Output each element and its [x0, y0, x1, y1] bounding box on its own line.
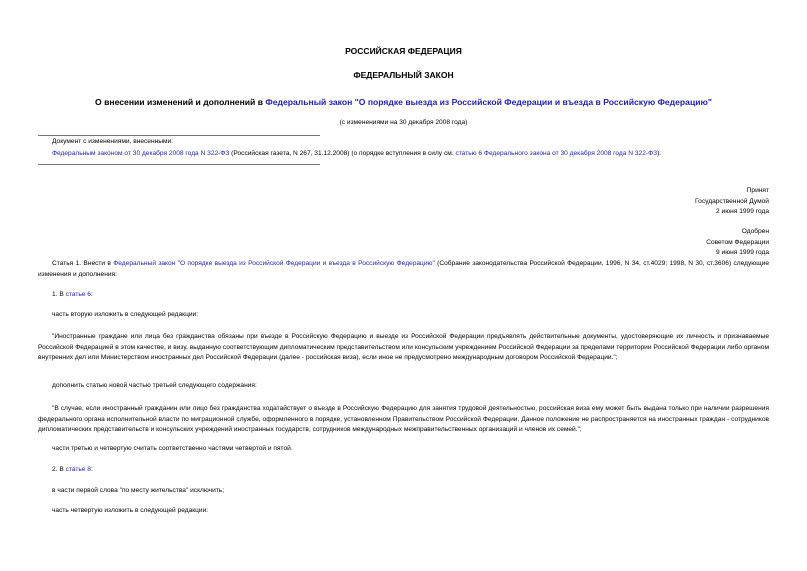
article6-link[interactable]: статью 6 Федерального закона от 30 декабря 2008 года N 322-ФЗ [455, 150, 658, 157]
adoption-council-block [706, 227, 769, 259]
item2-suffix: : [90, 466, 93, 473]
item1-suffix: : [90, 291, 93, 298]
duma-label: Государственной Думой [695, 197, 769, 205]
changes-top-rule [38, 135, 320, 136]
country-heading: РОССИЙСКАЯ ФЕДЕРАЦИЯ [345, 46, 462, 56]
changes-line [52, 150, 661, 157]
article1-prefix: Статья 1. Внести в [52, 260, 114, 267]
item1-prefix: 1. В [52, 291, 66, 298]
item-2-line [52, 466, 93, 473]
article1-law-link[interactable]: Федеральный закон "О порядке выезда из Российской Федерации и въезда в Российскую Федерацию" [113, 260, 435, 267]
council-date: 9 июня 1999 года [716, 249, 769, 256]
item-1-line [52, 291, 93, 298]
quote-1-paragraph: "Иностранные граждане или лица без гражданства обязаны при въезде в Российскую Федерацию и выезде из Российской Федерации предъявлять действительные документы, удостоверяющие их личность и признаваемые Российской Федерацией в этом качестве, и визу, выданную соответствующим дипломатическим представительством или консульским учреждением Российской Федерации за пределами территории Российской Федерации либо органом внутренних дел или Министерством иностранных дел Российской Федерации (далее - российская виза), если иное не предусмотрено международным договором Российской Федерации."; [38, 333, 769, 362]
article-1-paragraph [38, 259, 769, 280]
second-part-instruction: часть вторую изложить в следующей редакции: [52, 311, 199, 318]
changes-bottom-rule [38, 164, 320, 165]
add-third-part-instruction: дополнить статью новой частью третьей следующего содержания: [52, 382, 257, 389]
duma-date: 2 июня 1999 года [716, 208, 769, 215]
article1-suffix: (Собрание законодательства Российской Федерации, 1996, N 34, ст.4029; 1998, N 30, ст.3606) следующие изменения и дополнения: [38, 260, 769, 278]
amended-note: (с изменениями на 30 декабря 2008 года) [339, 119, 468, 126]
item1-article6-link[interactable]: статье 6 [65, 291, 91, 298]
changes-middle-text: (Российская газета, N 267, 31.12.2008) (о порядке вступления в силу см. [229, 150, 456, 157]
amending-law-link[interactable]: Федеральным законом от 30 декабря 2008 года N 322-ФЗ [52, 150, 230, 157]
first-part-instruction: в части первой слова "по месту жительства" исключить; [52, 487, 225, 494]
renumber-instruction: части третью и четвертую считать соответственно частями четвертой и пятой. [52, 445, 293, 452]
adoption-duma-block [695, 186, 769, 218]
accepted-label: Принят [746, 187, 769, 194]
fourth-part-instruction: часть четвертую изложить в следующей редакции: [52, 507, 209, 514]
title-prefix: О внесении изменений и дополнений в [95, 97, 266, 107]
law-type-heading: ФЕДЕРАЛЬНЫЙ ЗАКОН [353, 70, 454, 80]
council-label: Советом Федерации [706, 238, 769, 246]
changes-intro: Документ с изменениями, внесенными: [52, 138, 174, 145]
document-title [0, 97, 807, 107]
quote-2-paragraph: "В случае, если иностранный гражданин или лицо без гражданства ходатайствует о въезде в Российскую Федерацию для занятия трудовой деятельностью, российская виза ему может быть выдана только при наличии разрешения федерального органа исполнительной власти по миграционной службе, оформленного в порядке, установленном Правительством Российской Федерации. Данное положение не распространяется на иностранных граждан - сотрудников дипломатических представительств и консульских учреждений иностранных государств, сотрудников международных межправительственных организаций и членов их семей."; [38, 405, 769, 434]
changes-end-text: ). [657, 150, 662, 157]
item2-prefix: 2. В [52, 466, 66, 473]
item2-article8-link[interactable]: статье 8 [65, 466, 91, 473]
approved-label: Одобрен [741, 228, 769, 235]
title-law-link[interactable]: Федеральный закон "О порядке выезда из Российской Федерации и въезда в Российскую Федерацию" [265, 97, 712, 107]
